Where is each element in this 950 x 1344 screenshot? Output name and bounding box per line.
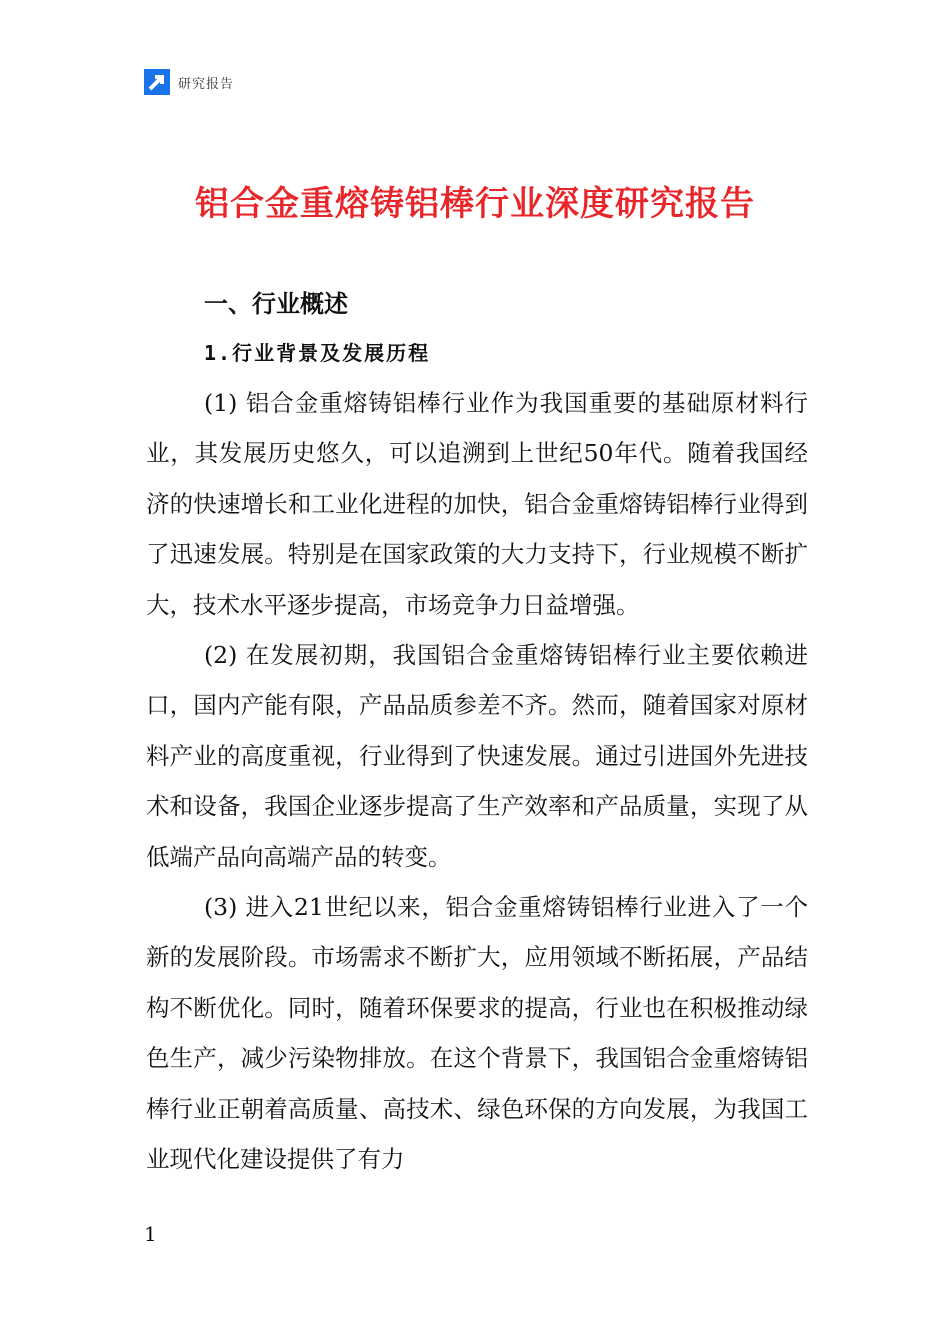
- header-label: 研究报告: [178, 76, 235, 92]
- sub-heading: 1.行业背景及发展历程: [204, 341, 431, 365]
- page-header: [144, 69, 234, 95]
- arrow-up-right-icon: [144, 69, 170, 95]
- section-heading: 一、行业概述: [204, 290, 348, 318]
- document-title: 铝合金重熔铸铝棒行业深度研究报告: [195, 184, 755, 224]
- paragraph-3: (3) 进入21世纪以来，铝合金重熔铸铝棒行业进入了一个新的发展阶段。市场需求不断扩大，应用领域不断拓展，产品结构不断优化。同时，随着环保要求的提高，行业也在积极推动绿色生产，减少污染物排放。在这个背景下，我国铝合金重熔铸铝棒行业正朝着高质量、高技术、绿色环保的方向发展，为我国工业现代化建设提供了有力: [146, 893, 808, 1174]
- paragraph-1: (1) 铝合金重熔铸铝棒行业作为我国重要的基础原材料行业，其发展历史悠久，可以追溯到上世纪50年代。随着我国经济的快速增长和工业化进程的加快，铝合金重熔铸铝棒行业得到了迅速发展。特别是在国家政策的大力支持下，行业规模不断扩大，技术水平逐步提高，市场竞争力日益增强。: [146, 389, 808, 619]
- body-text: [146, 378, 808, 1185]
- page-number: 1: [144, 1222, 157, 1246]
- paragraph-2: (2) 在发展初期，我国铝合金重熔铸铝棒行业主要依赖进口，国内产能有限，产品品质参差不齐。然而，随着国家对原材料产业的高度重视，行业得到了快速发展。通过引进国外先进技术和设备，我国企业逐步提高了生产效率和产品质量，实现了从低端产品向高端产品的转变。: [146, 641, 808, 871]
